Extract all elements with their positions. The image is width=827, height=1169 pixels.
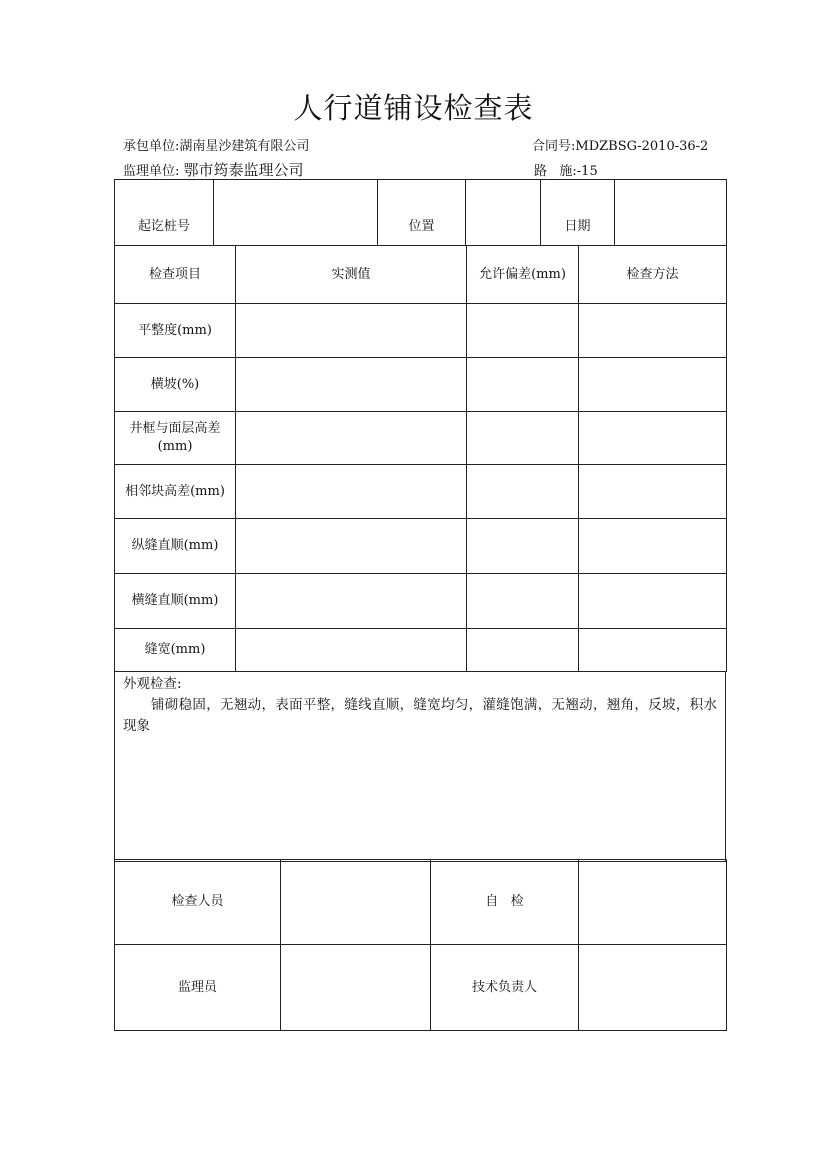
item-label: 横缝直顺(mm) [115,574,236,629]
table-row [115,465,727,519]
tolerance-cell[interactable] [467,574,579,629]
table-row [115,304,727,358]
column-header: 检查方法 [579,246,727,304]
measured-value-cell[interactable] [236,412,467,465]
contractor-label: 承包单位: [123,139,180,154]
tolerance-cell[interactable] [467,519,579,574]
contract-number-line [532,135,708,154]
signature-row [115,945,727,1031]
header-info-table [114,179,727,246]
measured-value-cell[interactable] [236,304,467,358]
appearance-text: 铺砌稳固，无翘动，表面平整，缝线直顺，缝宽均匀，灌缝饱满，无翘动，翘角，反坡，积水现象 [123,697,717,734]
measured-value-cell[interactable] [236,358,467,412]
tolerance-cell[interactable] [467,304,579,358]
table-row [115,358,727,412]
self-check-label: 自 检 [431,860,579,945]
item-label: 缝宽(mm) [115,629,236,672]
method-cell[interactable] [579,304,727,358]
table-row [115,574,727,629]
table-row [115,629,727,672]
contract-number-label: 合同号: [532,139,576,154]
inspection-items-table [114,245,727,672]
tech-lead-label: 技术负责人 [431,945,579,1031]
table-row [115,519,727,574]
method-cell[interactable] [579,412,727,465]
tolerance-cell[interactable] [467,629,579,672]
table-header-row [115,246,727,304]
item-label: 横坡(%) [115,358,236,412]
supervisor-unit-line [123,159,304,180]
signature-row [115,860,727,945]
road-value: -15 [576,164,598,179]
page-title: 人行道铺设检查表 [293,91,534,125]
signature-table [114,859,727,1031]
appearance-label: 外观检查: [123,676,182,692]
contractor-line [123,135,309,154]
station-label: 起讫桩号 [115,180,214,246]
inspector-signature-cell[interactable] [281,860,431,945]
item-label: 相邻块高差(mm) [115,465,236,519]
measured-value-cell[interactable] [236,519,467,574]
tolerance-cell[interactable] [467,465,579,519]
table-row [115,412,727,465]
method-cell[interactable] [579,519,727,574]
method-cell[interactable] [579,358,727,412]
method-cell[interactable] [579,574,727,629]
contract-number-value: MDZBSG-2010-36-2 [575,139,709,154]
column-header: 实测值 [236,246,467,304]
method-cell[interactable] [579,465,727,519]
position-value-cell[interactable] [466,180,541,246]
supervisor-unit-value: 鄂市筠泰监理公司 [183,161,304,179]
supervisor-label: 监理员 [115,945,281,1031]
tech-lead-signature-cell[interactable] [579,945,727,1031]
item-label: 平整度(mm) [115,304,236,358]
inspector-label: 检查人员 [115,860,281,945]
measured-value-cell[interactable] [236,629,467,672]
item-label: 纵缝直顺(mm) [115,519,236,574]
measured-value-cell[interactable] [236,574,467,629]
contractor-value: 湖南星沙建筑有限公司 [179,139,310,154]
appearance-table [114,671,726,862]
road-label: 路 施: [534,164,577,179]
column-header: 检查项目 [115,246,236,304]
supervisor-signature-cell[interactable] [281,945,431,1031]
method-cell[interactable] [579,629,727,672]
road-line [534,160,598,179]
self-check-signature-cell[interactable] [579,860,727,945]
column-header: 允许偏差(mm) [467,246,579,304]
tolerance-cell[interactable] [467,412,579,465]
appearance-cell[interactable] [115,672,726,862]
tolerance-cell[interactable] [467,358,579,412]
supervisor-unit-label: 监理单位: [123,164,180,179]
measured-value-cell[interactable] [236,465,467,519]
station-value-cell[interactable] [214,180,378,246]
date-label: 日期 [541,180,615,246]
item-label: 井框与面层高差(mm) [115,412,236,465]
date-value-cell[interactable] [615,180,727,246]
position-label: 位置 [378,180,466,246]
